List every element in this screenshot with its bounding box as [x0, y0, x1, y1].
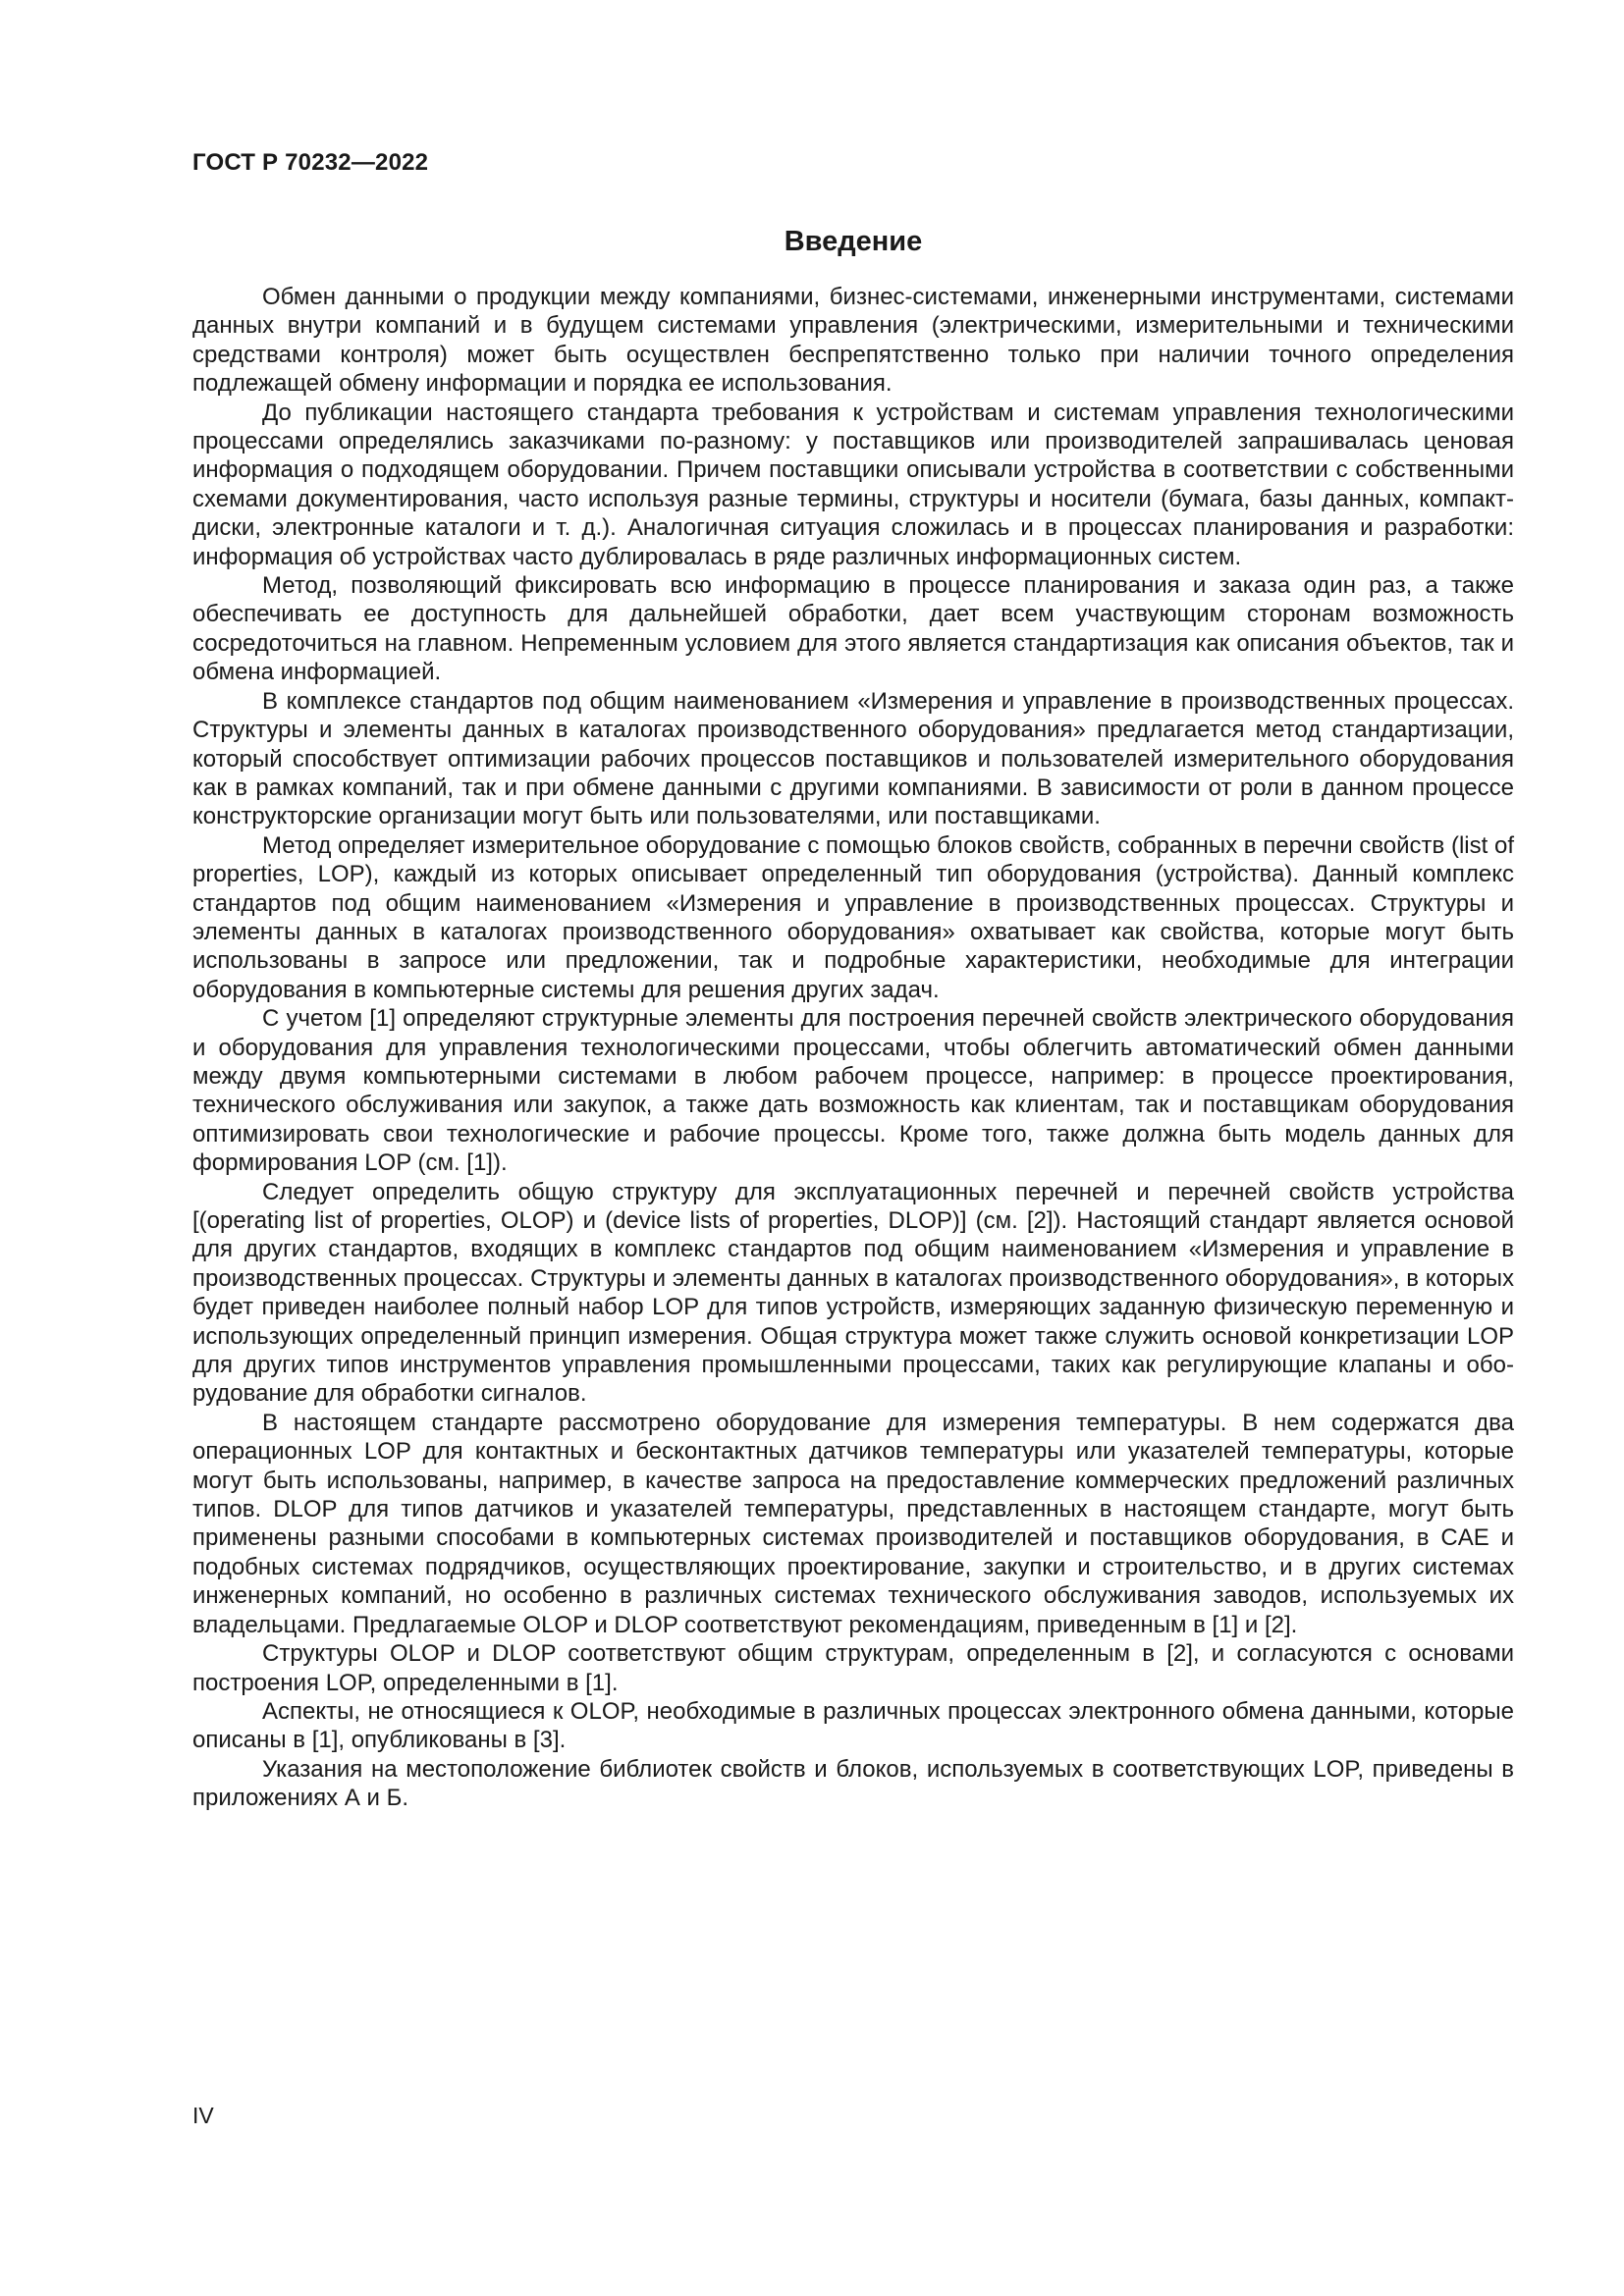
paragraph: Обмен данными о продукции между компаниями, бизнес-системами, инженерными инструментами, системами данных внутри компаний и в будущем системами управления (электрическими, измерительными и техническими средствами контроля) может быть осуществлен беспрепятственно только при наличии точного определения подлежащей обмену информации и порядка ее использования. [192, 284, 1514, 398]
paragraph: Метод, позволяющий фиксировать всю информацию в процессе планирования и заказа один раз, а также обеспечивать ее доступность для дальнейшей обработки, дает всем участвующим сторонам возможность сосредоточиться на главном. Непременным условием для этого является стандартизация как описания объектов, так и обмена информацией. [192, 572, 1514, 686]
paragraph: Следует определить общую структуру для эксплуатационных перечней и перечней свойств устройства [(operating list of properties, OLOP) и (device lists of properties, DLOP)] (см. [2]). Настоящий стандарт является основой для других стандартов, входящих в комплекс стандартов под общим наименованием «Измерения и управление в производственных процессах. Структуры и элементы данных в каталогах производственного оборудования», в которых будет приведен наиболее полный набор LOP для типов устройств, измеряющих заданную физическую переменную и использующих определенный принцип измерения. Общая структура может также служить основой конкретизации LOP для других типов инструментов управления промышленными процессами, таких как регулирующие клапаны и оборудование для обработки сигналов. [192, 1178, 1514, 1408]
body-text [192, 283, 1514, 1813]
section-title: Введение [784, 226, 923, 257]
paragraph: В комплексе стандартов под общим наименованием «Измерения и управление в производственных процессах. Структуры и элементы данных в каталогах производственного оборудования» предлагается метод стандартизации, который способствует оптимизации рабочих процессов поставщиков и пользователей измерительного оборудования как в рамках компаний, так и при обмене данными с другими компаниями. В зависимости от роли в данном процессе конструкторские организации могут быть или пользователями, или поставщиками. [192, 687, 1514, 830]
standard-id-header: ГОСТ Р 70232—2022 [192, 149, 429, 176]
paragraph: Метод определяет измерительное оборудование с помощью блоков свойств, собранных в перечни свойств (list of properties, LOP), каждый из которых описывает определенный тип оборудования (устройства). Данный комплекс стандартов под общим наименованием «Измерения и управление в производственных процессах. Структуры и элементы данных в каталогах производственного оборудования» охватывает как свойства, которые могут быть использованы в запросе или предложении, так и подробные характеристики, необходимые для интеграции оборудования в компьютерные системы для решения других задач. [192, 831, 1514, 1003]
paragraph: Аспекты, не относящиеся к OLOP, необходимые в различных процессах электронного обмена данными, которые описаны в [1], опубликованы в [3]. [192, 1697, 1514, 1754]
paragraph: Указания на местоположение библиотек свойств и блоков, используемых в соответствующих LOP, приведены в приложениях А и Б. [192, 1755, 1514, 1812]
paragraph: В настоящем стандарте рассмотрено оборудование для измерения температуры. В нем содержатся два операционных LOP для контактных и бесконтактных датчиков температуры или указателей температуры, которые могут быть использованы, например, в качестве запроса на предоставление коммерческих предложений различных типов. DLOP для типов датчиков и указателей температуры, представленных в настоящем стандарте, могут быть применены разными способами в компьютерных системах производителей и поставщиков оборудования, в CAE и подобных системах подрядчиков, осуществляющих проектирование, закупки и строительство, и в других системах инженерных компаний, но особенно в различных системах технического обслуживания заводов, используемых их владельцами. Предлагаемые OLOP и DLOP соответствуют рекомендациям, приведенным в [1] и [2]. [192, 1409, 1514, 1638]
paragraph: С учетом [1] определяют структурные элементы для построения перечней свойств электрического оборудования и оборудования для управления технологическими процессами, чтобы облегчить автоматический обмен данными между двумя компьютерными системами в любом рабочем процессе, например: в процессе проектирования, технического обслуживания или закупок, а также дать возможность как клиентам, так и поставщикам оборудования оптимизировать свои технологические и рабочие процессы. Кроме того, также должна быть модель данных для формирования LOP (см. [1]). [192, 1005, 1514, 1177]
paragraph: Структуры OLOP и DLOP соответствуют общим структурам, определенным в [2], и согласуются с основами построения LOP, определенными в [1]. [192, 1640, 1514, 1696]
paragraph: До публикации настоящего стандарта требования к устройствам и системам управления технологическими процессами определялись заказчиками по-разному: у поставщиков или производителей запрашивалась ценовая информация о подходящем оборудовании. Причем поставщики описывали устройства в соответствии с собственными схемами документирования, часто используя разные термины, структуры и носители (бумага, базы данных, компакт-диски, электронные каталоги и т. д.). Аналогичная ситуация сложилась и в процессах планирования и разработки: информация об устройствах часто дублировалась в ряде различных информационных систем. [192, 399, 1514, 570]
page-number: IV [192, 2103, 214, 2128]
